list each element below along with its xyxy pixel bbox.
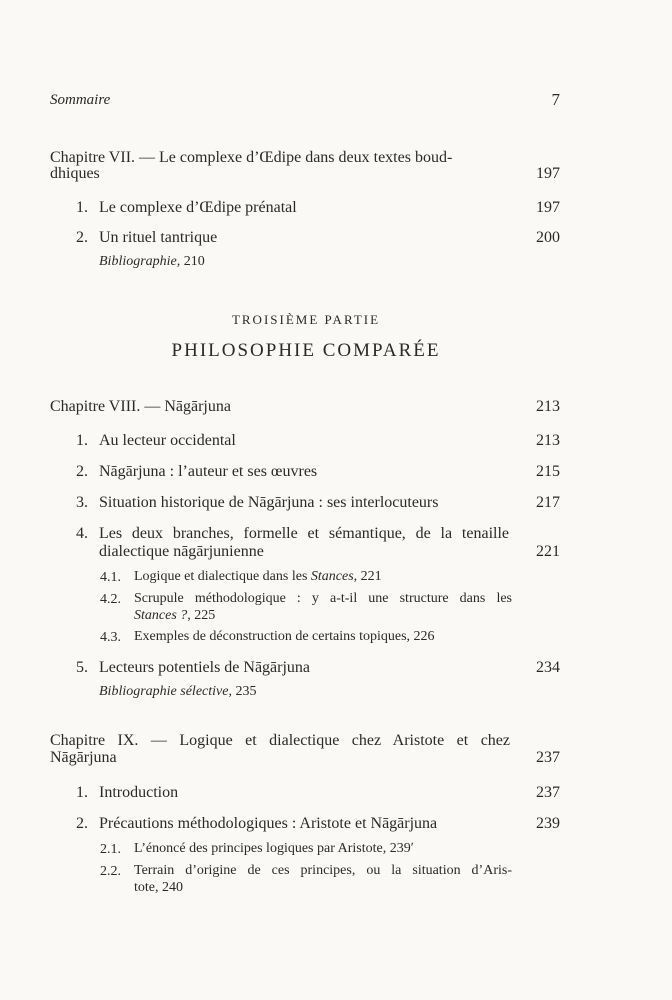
document-page: Sommaire 7 Chapitre VII. — Le complexe d’Œdipe dans deux textes boud- dhiques 197 1. Le complexe d’Œdipe prénatal 197 2. Un rituel tantrique 200 Bibliographie, 210 TROISIÈME PARTIE PHILOSOPHIE COMPARÉE Chapitre VIII. — Nāgārjuna 213 1. Au lecteur occidental 213 2. Nāgārjuna : l’auteur et ses œuvres 215 3. Situation historique de Nāgārjuna : ses interlocuteurs 217 4. Les deux branches, formelle et sémantique, de la tenaille dialectique nāgārjunienne 221 4.1. Logique et dialectique dans les Stances, 221 4.2. Scrupule méthodologique : y a-t-il une structure dans les Stances ?, 225 4.3. Exemples de déconstruction de certains topiques, 226 5. Lecteurs potentiels de Nāgārjuna 234 Bibliographie sélective, 235 Chapitre IX. — Logique et dialectique chez Aristote et chez Nāgārjuna 237 1. Introduction 237 2. Précautions méthodologiques : Aristote et Nāgārjuna 239 2.1. L’énoncé des principes logiques par Aristote, 239ʹ 2.2. Terrain d’origine de ces principes, ou la situation d’Aris- tote, 240 [0, 0, 672, 1000]
chapter-9-page: 237 [536, 749, 560, 766]
chapter-8-page: 213 [536, 398, 560, 415]
part-title: PHILOSOPHIE COMPARÉE [171, 340, 441, 361]
part-label: TROISIÈME PARTIE [231, 312, 381, 327]
running-header: Sommaire [50, 92, 111, 108]
page-number: 7 [551, 90, 560, 109]
chapter-7-page: 197 [536, 165, 560, 182]
